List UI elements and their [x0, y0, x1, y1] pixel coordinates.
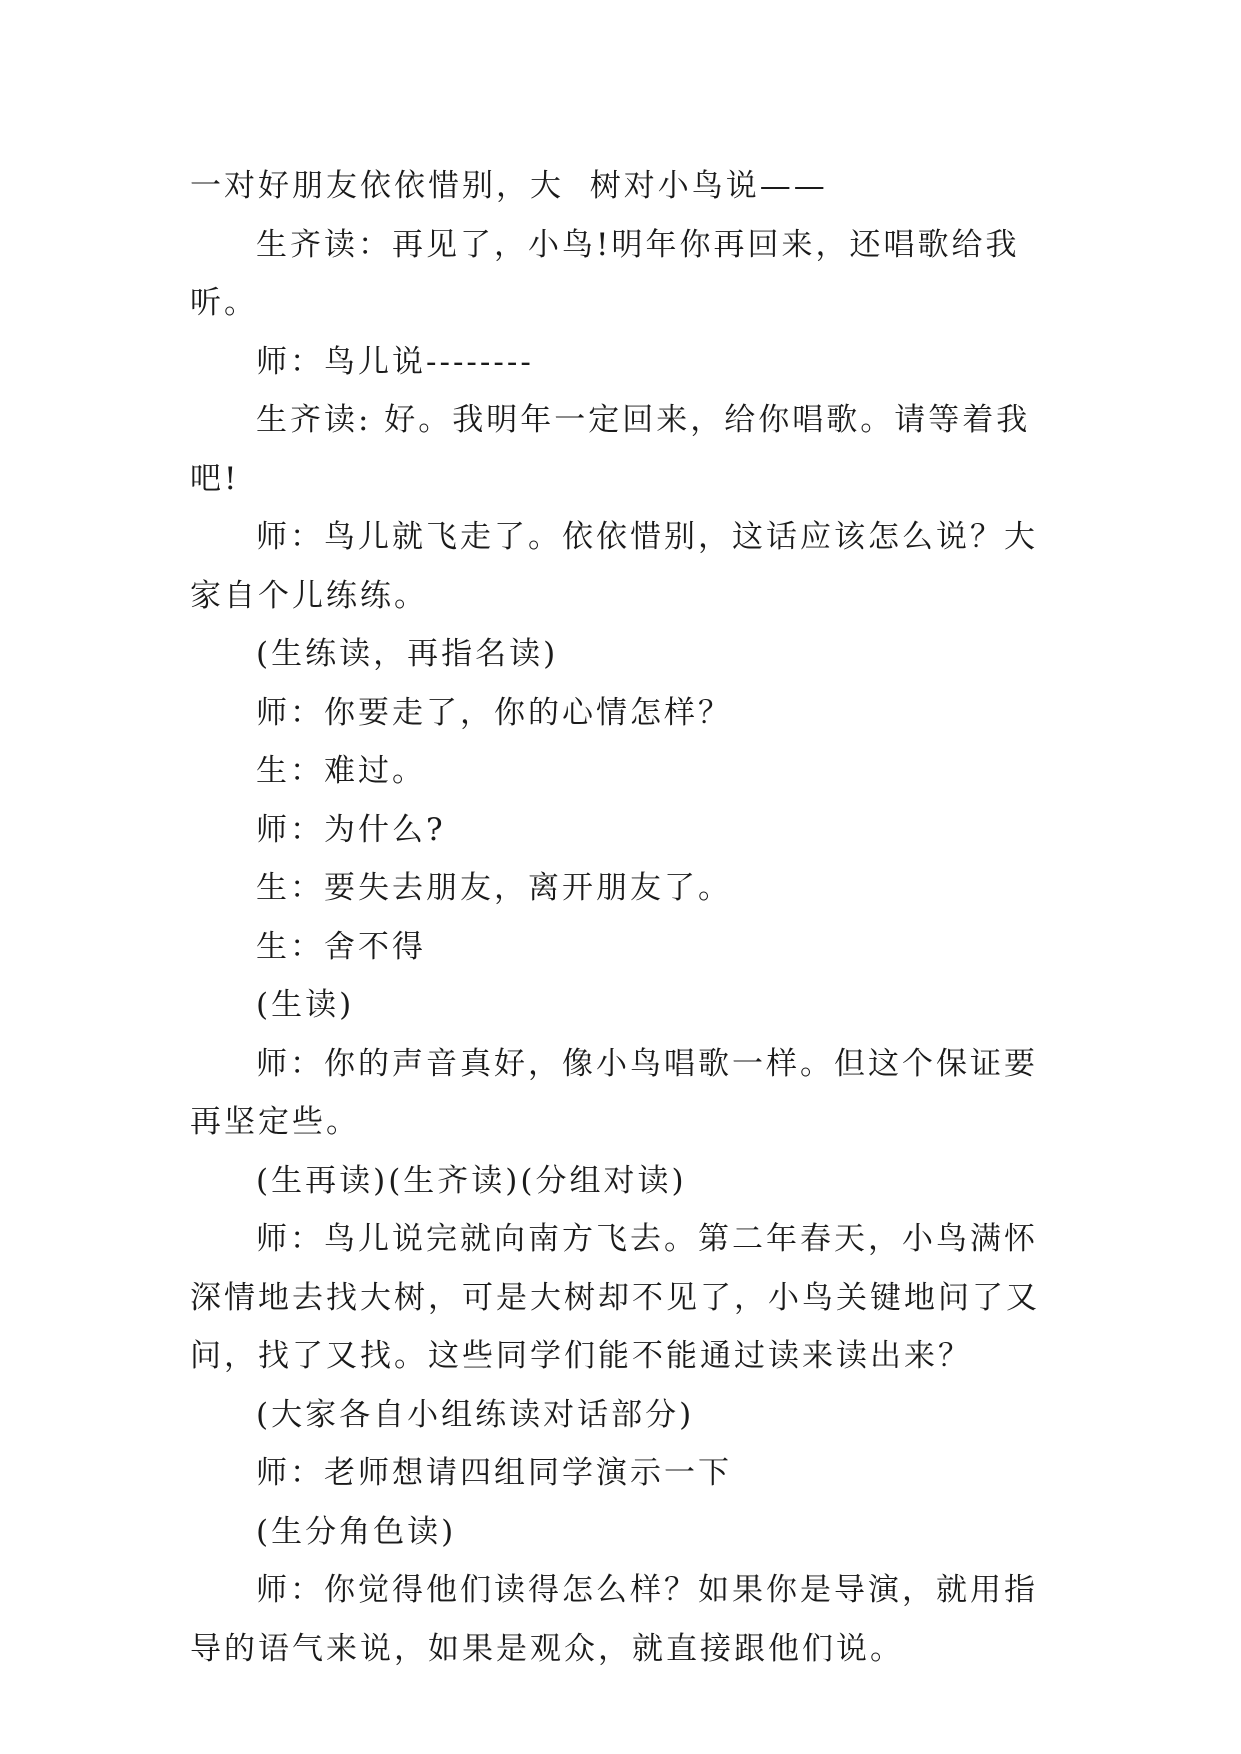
paragraph: (生练读，再指名读)	[256, 636, 559, 672]
paragraph: 生齐读：再见了，小鸟!明年你再回来，还唱歌给我听。	[190, 226, 1020, 321]
paragraph: 师：你觉得他们读得怎么样？如果你是导演，就用指导的语气来说，如果是观众，就直接跟他们说。	[190, 1572, 1038, 1667]
paragraph: 师：鸟儿就飞走了。依依惜别，这话应该怎么说？大家自个儿练练。	[190, 519, 1038, 614]
paragraph: (生读)	[256, 987, 355, 1023]
paragraph: 师：为什么?	[256, 811, 446, 848]
paragraph: 生：舍不得	[256, 928, 426, 965]
paragraph: 师：鸟儿说--------	[256, 343, 534, 380]
paragraph: (大家各自小组练读对话部分)	[256, 1396, 695, 1433]
paragraph: 师：你的声音真好，像小鸟唱歌一样。但这个保证要再坚定些。	[190, 1045, 1038, 1140]
paragraph: (生分角色读)	[256, 1513, 457, 1550]
paragraph: (生再读)(生齐读)(分组对读)	[256, 1162, 687, 1199]
paragraph: 师：老师想请四组同学演示一下	[256, 1455, 732, 1491]
paragraph: 生：难过。	[256, 753, 426, 789]
document-body	[190, 157, 1070, 1678]
paragraph: 生齐读: 好。我明年一定回来，给你唱歌。请等着我吧!	[190, 402, 1031, 497]
paragraph: 师：鸟儿说完就向南方飞去。第二年春天，小鸟满怀深情地去找大树，可是大树却不见了，小鸟关键地问了又问，找了又找。这些同学们能不能通过读来读出来？	[190, 1221, 1040, 1374]
paragraph: 生：要失去朋友，离开朋友了。	[256, 870, 732, 906]
paragraph: 师：你要走了，你的心情怎样？	[256, 694, 732, 731]
paragraph: 一对好朋友依依惜别，大 树对小鸟说——	[190, 168, 828, 204]
